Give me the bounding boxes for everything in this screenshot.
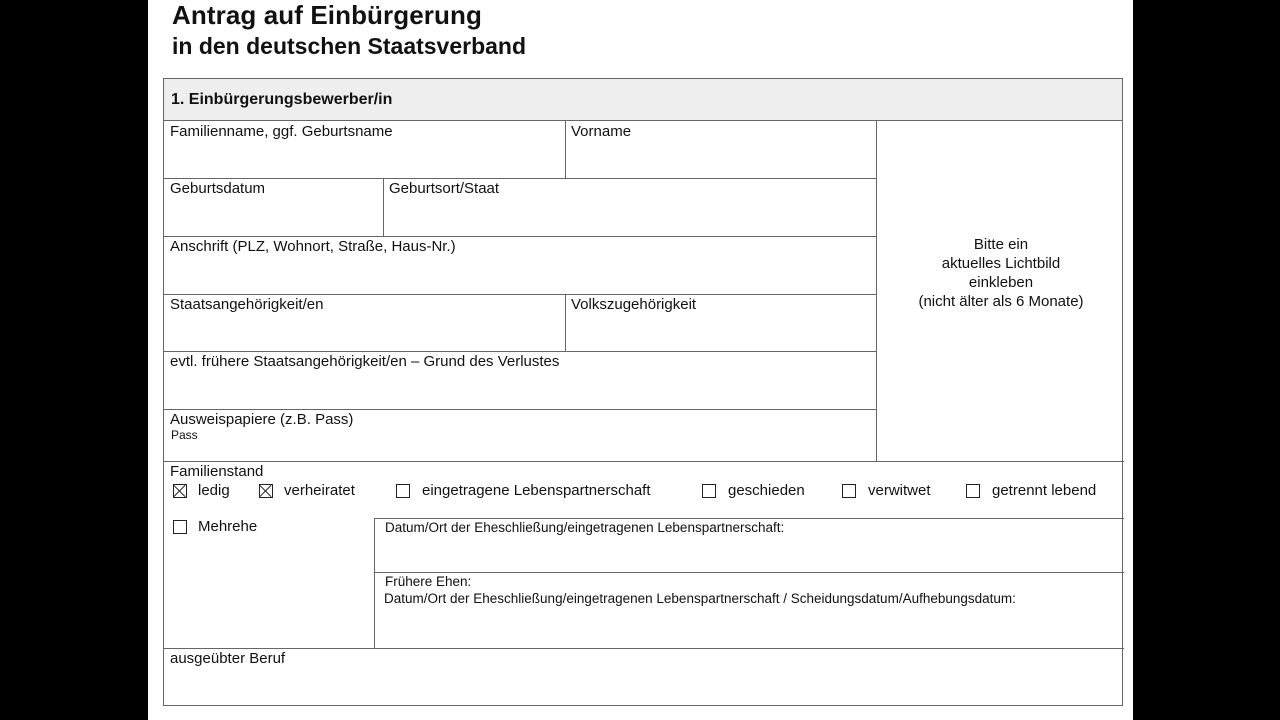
geburtsort-field[interactable] <box>383 178 876 236</box>
familienname-label: Familienname, ggf. Geburtsname <box>170 123 393 140</box>
geburtsdatum-label: Geburtsdatum <box>170 180 266 197</box>
fruehere-staatsangehoerigkeit-field[interactable] <box>164 351 876 409</box>
eheschliessung-label: Datum/Ort der Eheschließung/eingetragenen Lebenspartnerschaft: <box>385 520 785 535</box>
anschrift-field[interactable] <box>164 236 876 294</box>
fruehere-staatsangehoerigkeit-label: evtl. frühere Staatsangehörigkeit/en – Grund des Verlustes <box>170 353 560 370</box>
familienstand-options <box>164 482 1124 504</box>
fruehere-ehen-label: Frühere Ehen: <box>385 574 472 589</box>
volkszugehoerigkeit-field[interactable] <box>565 294 876 351</box>
familienname-field[interactable] <box>164 121 565 178</box>
ledig-checkbox[interactable] <box>173 484 187 498</box>
verwitwet-checkbox[interactable] <box>842 484 856 498</box>
fruehere-ehen-detail: Datum/Ort der Eheschließung/eingetragenen Lebenspartnerschaft / Scheidungsdatum/Aufhebungsdatum: <box>384 591 1016 606</box>
verheiratet-label: verheiratet <box>284 482 355 499</box>
geschieden-checkbox[interactable] <box>702 484 716 498</box>
volkszugehoerigkeit-label: Volkszugehörigkeit <box>571 296 697 313</box>
verwitwet-label: verwitwet <box>868 482 931 499</box>
photo-text-line: einkleben <box>968 274 1034 291</box>
mehrehe-option <box>164 518 374 540</box>
document-page <box>148 0 1133 720</box>
vorname-field[interactable] <box>565 121 876 178</box>
mehrehe-label: Mehrehe <box>198 518 258 535</box>
geburtsdatum-field[interactable] <box>164 178 383 236</box>
fruehere-ehen-field[interactable] <box>374 572 1124 648</box>
eheschliessung-field[interactable] <box>374 518 1124 572</box>
staatsangehoerigkeit-field[interactable] <box>164 294 565 351</box>
applicant-form <box>163 78 1123 706</box>
familienstand-label: Familienstand <box>170 463 264 480</box>
photo-text-line: Bitte ein <box>973 236 1029 253</box>
mehrehe-checkbox[interactable] <box>173 520 187 534</box>
beruf-field[interactable] <box>164 648 1124 705</box>
getrennt-lebend-label: getrennt lebend <box>992 482 1097 499</box>
section-header: 1. Einbürgerungsbewerber/in <box>164 79 1122 121</box>
geschieden-label: geschieden <box>728 482 805 499</box>
getrennt-lebend-checkbox[interactable] <box>966 484 980 498</box>
beruf-label: ausgeübter Beruf <box>170 650 286 667</box>
ausweispapiere-field[interactable] <box>164 409 876 461</box>
lebenspartnerschaft-checkbox[interactable] <box>396 484 410 498</box>
anschrift-label: Anschrift (PLZ, Wohnort, Straße, Haus-Nr.) <box>170 238 456 255</box>
form-title: Antrag auf Einbürgerung <box>172 0 482 30</box>
photo-text-line: aktuelles Lichtbild <box>941 255 1061 272</box>
ledig-label: ledig <box>198 482 230 499</box>
ausweispapiere-value: Pass <box>171 428 198 442</box>
photo-divider <box>876 121 877 461</box>
photo-placeholder <box>878 235 1124 311</box>
staatsangehoerigkeit-label: Staatsangehörigkeit/en <box>170 296 324 313</box>
lebenspartnerschaft-label: eingetragene Lebenspartnerschaft <box>422 482 651 499</box>
row-divider <box>164 461 1124 462</box>
verheiratet-checkbox[interactable] <box>259 484 273 498</box>
ausweispapiere-label: Ausweispapiere (z.B. Pass) <box>170 411 354 428</box>
form-subtitle: in den deutschen Staatsverband <box>172 33 527 59</box>
vorname-label: Vorname <box>571 123 632 140</box>
photo-text-line: (nicht älter als 6 Monate) <box>918 293 1084 310</box>
geburtsort-label: Geburtsort/Staat <box>389 180 500 197</box>
